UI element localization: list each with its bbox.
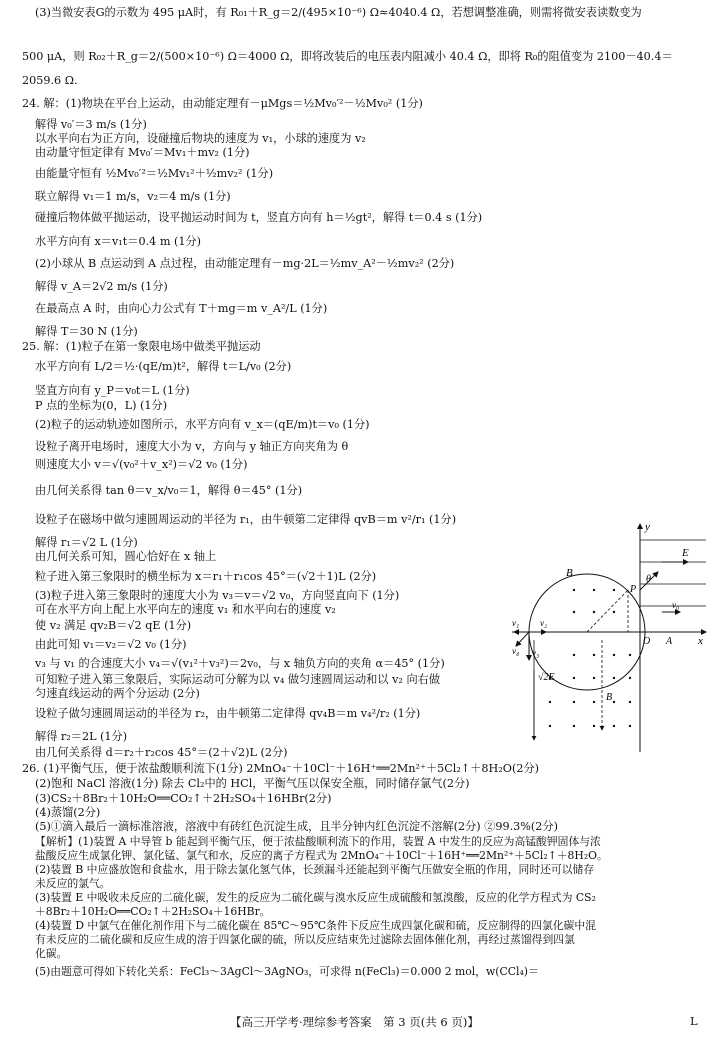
question-26-heading: 26. (1)平衡气压，便于浓盐酸顺利流下(1分) 2MnO₄⁻＋10Cl⁻＋16H⁺══2Mn²⁺＋5Cl₂↑＋8H₂O(2分) <box>22 762 539 775</box>
question-24-heading: 24. 解：(1)物块在平台上运动，由动能定理有－μMgs＝½Mv₀′²－½Mv₀² (1分) <box>22 97 423 110</box>
lower-field-label: √2E <box>538 672 555 683</box>
text-line: 在最高点 A 时，由向心力公式有 T＋mg＝m v_A²/L (1分) <box>35 302 328 315</box>
text-line: 以水平向右为正方向，设碰撞后物块的速度为 v₁，小球的速度为 v₂ <box>35 132 366 145</box>
analysis-line: 盐酸反应生成氯化钾、氯化锰、氯气和水，反应的离子方程式为 2MnO₄⁻＋10Cl⁻＋16H⁺══2Mn²⁺＋5Cl₂↑＋8H₂O。 <box>35 849 608 862</box>
x-axis-label: x <box>698 635 703 647</box>
text-line: 由几何关系得 tan θ＝v_x/v₀＝1，解得 θ＝45° (1分) <box>35 484 303 497</box>
trajectory-diagram <box>512 520 708 752</box>
point-p-label: P <box>630 584 637 595</box>
text-line: 匀速直线运动的两个分运动 (2分) <box>35 687 200 700</box>
v1-label: v₁ <box>512 618 520 628</box>
text-line: 水平方向有 L/2＝½·(qE/m)t²，解得 t＝L/v₀ (2分) <box>35 360 292 373</box>
text-line: 设粒子离开电场时，速度大小为 v，方向与 y 轴正方向夹角为 θ <box>35 440 349 453</box>
text-line: 解得 v₀′＝3 m/s (1分) <box>35 118 147 131</box>
text-line: v₃ 与 v₁ 的合速度大小 v₄＝√(v₁²＋v₃²)＝2v₀，与 x 轴负方向的夹角 α＝45° (1分) <box>35 657 445 670</box>
y-axis-label: y <box>645 521 650 533</box>
analysis-line: (3)装置 E 中吸收未反应的二硫化碳，发生的反应为二硫化碳与溴水反应生成硫酸和氢溴酸，反应的化学方程式为 CS₂ <box>35 891 596 904</box>
analysis-line: (4)装置 D 中氯气在催化剂作用下与二硫化碳在 85℃～95℃条件下反应生成四氯化碳和硫，反应制得的四氯化碳中混 <box>35 919 596 932</box>
electric-field-lines <box>640 540 706 606</box>
text-line: 由动量守恒定律有 Mv₀′＝Mv₁＋mv₂ (1分) <box>35 146 250 159</box>
text-line: 竖直方向有 y_P＝v₀t＝L (1分) <box>35 384 190 397</box>
text-line: (3)当微安表G的示数为 495 μA时，有 R₀₁＋R_g＝2/(495×10⁻⁶) Ω≈4040.4 Ω，若想调整准确，则需将微安表读数变为 <box>35 6 642 19</box>
text-line: 水平方向有 x＝v₁t＝0.4 m (1分) <box>35 235 202 248</box>
analysis-line: ＋8Br₂＋10H₂O══CO₂↑＋2H₂SO₄＋16HBr。 <box>35 905 271 918</box>
radius-line <box>587 590 628 632</box>
b-label: B <box>566 567 573 579</box>
v2-label: v₂ <box>540 618 548 628</box>
text-line: 使 v₂ 满足 qv₂B＝√2 qE (1分) <box>35 619 192 632</box>
lower-b-label: B <box>606 692 613 703</box>
text-line: (2)粒子的运动轨迹如图所示，水平方向有 v_x＝(qE/m)t＝v₀ (1分) <box>35 418 370 431</box>
magnetic-field-dots <box>549 589 631 727</box>
text-line: 500 μA，则 R₀₂＋R_g＝2/(500×10⁻⁶) Ω＝4000 Ω，即将改装后的电压表内阻减小 40.4 Ω，即将 R₀的阻值变为 2100－40.4＝ <box>22 50 673 63</box>
text-line: (5)①滴入最后一滴标准溶液，溶液中有砖红色沉淀生成，且半分钟内红色沉淀不溶解(2分) ②99.3%(2分) <box>35 820 558 833</box>
text-line: (2)小球从 B 点运动到 A 点过程，由动能定理有－mg·2L＝½mv_A²－½mv₂² (2分) <box>35 257 455 270</box>
text-line: (4)蒸馏(2分) <box>35 806 101 819</box>
text-line: 可在水平方向上配上水平向左的速度 v₁ 和水平向右的速度 v₂ <box>35 603 336 616</box>
text-line: 解得 v_A＝2√2 m/s (1分) <box>35 280 168 293</box>
text-line: 由能量守恒有 ½Mv₀′²＝½Mv₁²＋½mv₂² (1分) <box>35 167 274 180</box>
text-line: 可知粒子进入第三象限后，实际运动可分解为以 v₄ 做匀速圆周运动和以 v₂ 向右做 <box>35 673 441 686</box>
text-line: 粒子进入第三象限时的横坐标为 x＝r₁＋r₁cos 45°＝(√2＋1)L (2分) <box>35 570 377 583</box>
text-line: 设粒子在磁场中做匀速圆周运动的半径为 r₁，由牛顿第二定律得 qvB＝m v²/r₁ (1分) <box>35 513 457 526</box>
v4-arrow <box>516 632 529 646</box>
text-line: 解得 T＝30 N (1分) <box>35 325 138 338</box>
analysis-line: 【解析】(1)装置 A 中导管 b 能起到平衡气压，便于浓盐酸顺利流下的作用，装置 A 中发生的反应为高锰酸钾固体与浓 <box>35 835 601 848</box>
text-line: 2059.6 Ω. <box>22 74 78 87</box>
analysis-line: (2)装置 B 中应盛放饱和食盐水，用于除去氯化氢气体，长颈漏斗还能起到平衡气压做安全瓶的作用，同时还可以储存 <box>35 863 595 876</box>
text-line: 设粒子做匀速圆周运动的半径为 r₂，由牛顿第二定律得 qv₄B＝m v₄²/r₂ (1分) <box>35 707 421 720</box>
point-a-label: A <box>666 636 673 647</box>
text-line: 由此可知 v₁＝v₂＝√2 v₀ (1分) <box>35 638 187 651</box>
text-line: 解得 r₂＝2L (1分) <box>35 730 128 743</box>
footer-code: L <box>690 1014 698 1028</box>
v0-label: v₀ <box>672 600 680 610</box>
text-line: 联立解得 v₁＝1 m/s，v₂＝4 m/s (1分) <box>35 190 231 203</box>
question-25-heading: 25. 解：(1)粒子在第一象限电场中做类平抛运动 <box>22 340 261 353</box>
origin-label: O <box>643 636 651 647</box>
footer-text: 【高三开学考·理综参考答案 第 3 页(共 6 页)】 <box>230 1015 479 1029</box>
field-label: E <box>682 547 689 559</box>
analysis-line: 有未反应的二硫化碳和反应生成的溶于四氯化碳的硫，所以反应结束先过滤除去固体催化剂，再经过蒸馏得到四氯 <box>35 933 575 946</box>
text-line: 解得 r₁＝√2 L (1分) <box>35 536 138 549</box>
text-line: (2)饱和 NaCl 溶液(1分) 除去 Cl₂中的 HCl，平衡气压以保安全瓶，同时储存氯气(2分) <box>35 777 470 790</box>
text-line: (3)CS₂＋8Br₂＋10H₂O══CO₂↑＋2H₂SO₄＋16HBr(2分) <box>35 792 332 805</box>
theta-label: θ <box>646 574 651 585</box>
v4-label: v₄ <box>512 646 520 656</box>
text-line: (3)粒子进入第三象限时的速度大小为 v₃＝v＝√2 v₀，方向竖直向下 (1分) <box>35 589 400 602</box>
analysis-line: 未反应的氯气。 <box>35 877 111 890</box>
v3-label: v₃ <box>532 648 540 658</box>
text-line: P 点的坐标为(0，L) (1分) <box>35 399 168 412</box>
text-line: 由几何关系可知，圆心恰好在 x 轴上 <box>35 550 217 563</box>
text-line: 碰撞后物体做平抛运动，设平抛运动时间为 t，竖直方向有 h＝½gt²，解得 t＝0.4 s (1分) <box>35 211 483 224</box>
analysis-line: (5)由题意可得如下转化关系：FeCl₃～3AgCl～3AgNO₃，可求得 n(FeCl₃)＝0.000 2 mol，w(CCl₄)＝ <box>35 965 539 978</box>
text-line: 则速度大小 v＝√(v₀²＋v_x²)＝√2 v₀ (1分) <box>35 458 248 471</box>
text-line: 由几何关系得 d＝r₂＋r₂cos 45°＝(2＋√2)L (2分) <box>35 746 288 759</box>
analysis-line: 化碳。 <box>35 947 68 960</box>
